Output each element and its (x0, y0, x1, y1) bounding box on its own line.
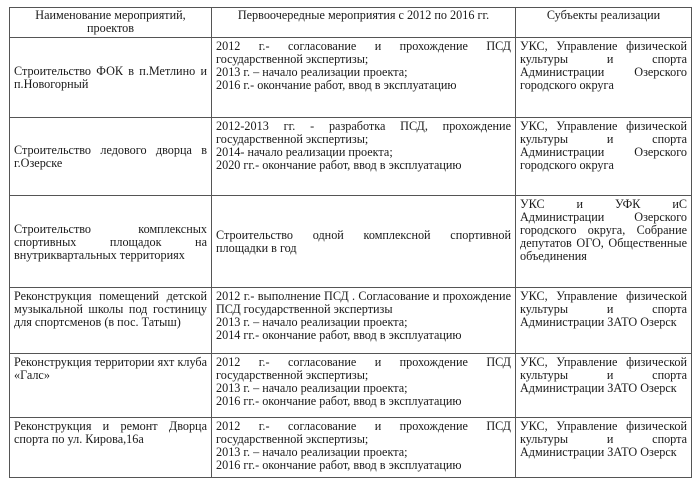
row-name: Реконструкция и ремонт Дворца спорта по ул. Кирова,16а (10, 418, 212, 478)
row-measures (212, 418, 516, 478)
row-subjects: УКС, Управление физической культуры и спорта Администрации Озерского городского округа (516, 38, 692, 118)
measure-line: 2016 гг.- окончание работ, ввод в эксплуатацию (216, 394, 462, 408)
table-row (10, 418, 692, 478)
table-row (10, 288, 692, 354)
row-subjects: УКС, Управление физической культуры и спорта Администрации ЗАТО Озерск (516, 354, 692, 418)
measure-line: 2012 г.- согласование и прохождение ПСД государственной экспертизы; (216, 39, 511, 66)
row-name: Строительство ледового дворца в г.Озерске (10, 118, 212, 196)
table-row (10, 196, 692, 288)
row-measures (212, 354, 516, 418)
measure-line: Строительство одной комплексной спортивной площадки в год (216, 228, 511, 255)
measure-line: 2012 г.- выполнение ПСД . Согласование и прохождение ПСД государственной экспертизы (216, 289, 511, 316)
measure-line: 2013 г. – начало реализации проекта; (216, 315, 408, 329)
measure-line: 2013 г. – начало реализации проекта; (216, 65, 408, 79)
row-subjects: УКС, Управление физической культуры и спорта Администрации ЗАТО Озерск (516, 288, 692, 354)
row-subjects: УКС, Управление физической культуры и спорта Администрации ЗАТО Озерск (516, 418, 692, 478)
header-subjects: Субъекты реализации (516, 8, 692, 38)
measure-line: 2012 г.- согласование и прохождение ПСД государственной экспертизы; (216, 419, 511, 446)
row-name: Реконструкция помещений детской музыкальной школы под гостиницу для спортсменов (в пос. Татыш) (10, 288, 212, 354)
row-measures (212, 118, 516, 196)
measure-line: 2013 г. – начало реализации проекта; (216, 445, 408, 459)
measure-line: 2012 г.- согласование и прохождение ПСД государственной экспертизы; (216, 355, 511, 382)
document-page (9, 7, 691, 477)
table-header-row (10, 8, 692, 38)
row-measures (212, 196, 516, 288)
measures-table (9, 7, 692, 478)
measure-line: 2016 г.- окончание работ, ввод в эксплуатацию (216, 78, 457, 92)
header-name: Наименование мероприятий, проектов (10, 8, 212, 38)
measure-line: 2014- начало реализации проекта; (216, 145, 393, 159)
row-measures (212, 38, 516, 118)
table-row (10, 38, 692, 118)
measure-line: 2020 гг.- окончание работ, ввод в эксплуатацию (216, 158, 462, 172)
row-name: Строительство комплексных спортивных площадок на внутриквартальных территориях (10, 196, 212, 288)
row-measures (212, 288, 516, 354)
measure-line: 2016 гг.- окончание работ, ввод в эксплуатацию (216, 458, 462, 472)
table-row (10, 118, 692, 196)
header-measures: Первоочередные мероприятия с 2012 по 2016 гг. (212, 8, 516, 38)
row-subjects: УКС, Управление физической культуры и спорта Администрации Озерского городского округа (516, 118, 692, 196)
row-name: Реконструкция территории яхт клуба «Галс» (10, 354, 212, 418)
measure-line: 2012-2013 гг. - разработка ПСД, прохождение государственной экспертизы; (216, 119, 511, 146)
measure-line: 2013 г. – начало реализации проекта; (216, 381, 408, 395)
row-name: Строительство ФОК в п.Метлино и п.Новогорный (10, 38, 212, 118)
row-subjects: УКС и УФК иС Администрации Озерского городского округа, Собрание депутатов ОГО, Общественные объединения (516, 196, 692, 288)
table-row (10, 354, 692, 418)
measure-line: 2014 гг.- окончание работ, ввод в эксплуатацию (216, 328, 462, 342)
